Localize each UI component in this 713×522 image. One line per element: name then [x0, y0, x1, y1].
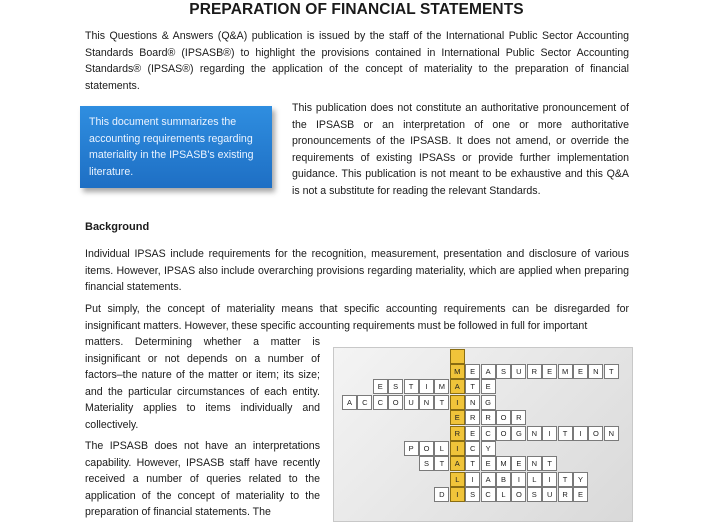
crossword-letter: E: [373, 379, 388, 394]
crossword-letter: P: [404, 441, 419, 456]
crossword-letter: O: [511, 487, 526, 502]
crossword-letter: L: [434, 441, 449, 456]
crossword-letter: A: [481, 364, 496, 379]
crossword-letter: D: [434, 487, 449, 502]
crossword-letter: L: [527, 472, 542, 487]
crossword-letter: T: [434, 395, 449, 410]
crossword-letter: O: [496, 410, 511, 425]
crossword-letter: T: [604, 364, 619, 379]
crossword-letter: B: [496, 472, 511, 487]
crossword-letter: A: [481, 472, 496, 487]
crossword-letter: I: [542, 426, 557, 441]
crossword-letter: N: [527, 456, 542, 471]
background-paragraph-2-continued: matters. Determining whether a matter is insignificant or not depends on a number of factors–the nature of the matter or item; its size; and the particular circumstances of each entity. Materiality applies to items individually and collectively.: [85, 336, 320, 431]
crossword-letter: C: [481, 426, 496, 441]
crossword-letter: N: [527, 426, 542, 441]
crossword-letter: T: [558, 426, 573, 441]
crossword-letter: O: [588, 426, 603, 441]
crossword-letter: G: [481, 395, 496, 410]
crossword-letter: S: [388, 379, 403, 394]
crossword-letter: S: [496, 364, 511, 379]
crossword-letter: R: [511, 410, 526, 425]
crossword-key-letter: E: [450, 410, 465, 425]
crossword-letter: C: [465, 441, 480, 456]
crossword-letter: I: [419, 379, 434, 394]
intro-paragraph: This Questions & Answers (Q&A) publication is issued by the staff of the International Public Sector Accounting Standards Board® (IPSASB®) to highlight the provisions contained in International Public Sector Accounting Standards® (IPSAS®) regarding the application of the concept of materiality to the preparation of financial statements.: [85, 30, 629, 92]
crossword-letter: Y: [573, 472, 588, 487]
crossword-letter: E: [542, 364, 557, 379]
crossword-key-letter: I: [450, 487, 465, 502]
crossword-letter: E: [465, 426, 480, 441]
crossword-letter: S: [419, 456, 434, 471]
background-paragraph-1: Individual IPSAS include requirements for the recognition, measurement, presentation and disclosure of various items. However, IPSAS also include overarching provisions regarding materiality, which are applied when preparing financial statements.: [85, 248, 629, 294]
crossword-letter: R: [527, 364, 542, 379]
crossword-letter: S: [527, 487, 542, 502]
crossword-key-letter: A: [450, 456, 465, 471]
crossword-letter: U: [542, 487, 557, 502]
summary-callout-text: This document summarizes the accounting requirements regarding materiality in the IPSASB's existing literature.: [89, 116, 254, 178]
crossword-letter: E: [573, 487, 588, 502]
crossword-letter: C: [481, 487, 496, 502]
crossword-letter: T: [465, 379, 480, 394]
page-title: PREPARATION OF FINANCIAL STATEMENTS: [189, 1, 524, 18]
crossword-letter: T: [558, 472, 573, 487]
crossword-letter: R: [481, 410, 496, 425]
crossword-letter: M: [496, 456, 511, 471]
crossword-letter: R: [558, 487, 573, 502]
crossword-letter: N: [588, 364, 603, 379]
crossword-letter: E: [465, 364, 480, 379]
crossword-letter: E: [481, 456, 496, 471]
crossword-letter: U: [511, 364, 526, 379]
crossword-letter: G: [511, 426, 526, 441]
crossword-key-letter: I: [450, 441, 465, 456]
crossword-key-letter: I: [450, 395, 465, 410]
crossword-letter: N: [419, 395, 434, 410]
crossword-letter: O: [496, 426, 511, 441]
crossword-letter: T: [434, 456, 449, 471]
crossword-letter: U: [404, 395, 419, 410]
crossword-letter: O: [388, 395, 403, 410]
crossword-key-letter: R: [450, 426, 465, 441]
crossword-key-letter: L: [450, 472, 465, 487]
background-paragraph-2-intro: Put simply, the concept of materiality means that specific accounting requirements can be disregarded for insignificant matters. However, these specific accounting requirements must be followed in full for important: [85, 303, 629, 332]
crossword-letter: I: [573, 426, 588, 441]
disclaimer-paragraph: This publication does not constitute an authoritative pronouncement of the IPSASB or an interpretation of one or more authoritative pronouncements of the IPSASB. It does not amend, or override the requirements of existing IPSASs or provide further implementation guidance. This publication is not meant to be exhaustive and this Q&A is not a substitute for reading the relevant Standards.: [292, 102, 629, 197]
crossword-letter: R: [465, 410, 480, 425]
crossword-letter: E: [511, 456, 526, 471]
crossword-letter: T: [542, 456, 557, 471]
crossword-letter: I: [511, 472, 526, 487]
crossword-key-cell: [450, 349, 465, 364]
crossword-letter: I: [542, 472, 557, 487]
crossword-letter: A: [342, 395, 357, 410]
crossword-letter: M: [434, 379, 449, 394]
crossword-letter: C: [357, 395, 372, 410]
crossword-key-letter: M: [450, 364, 465, 379]
crossword-letter: L: [496, 487, 511, 502]
crossword-letter: E: [481, 379, 496, 394]
crossword-key-letter: A: [450, 379, 465, 394]
crossword-letter: I: [465, 472, 480, 487]
summary-callout: [80, 106, 272, 188]
crossword-letter: M: [558, 364, 573, 379]
crossword-letter: N: [604, 426, 619, 441]
crossword-letter: E: [573, 364, 588, 379]
crossword-letter: N: [465, 395, 480, 410]
crossword-letter: T: [404, 379, 419, 394]
crossword-letter: O: [419, 441, 434, 456]
background-heading: Background: [85, 221, 150, 233]
background-paragraph-3: The IPSASB does not have an interpretations capability. However, IPSASB staff have recently received a number of queries related to the application of the concept of materiality to the preparation of financial statements. The: [85, 440, 320, 519]
crossword-letter: C: [373, 395, 388, 410]
materiality-crossword-image: [333, 347, 633, 522]
crossword-letter: T: [465, 456, 480, 471]
crossword-letter: S: [465, 487, 480, 502]
crossword-letter: Y: [481, 441, 496, 456]
